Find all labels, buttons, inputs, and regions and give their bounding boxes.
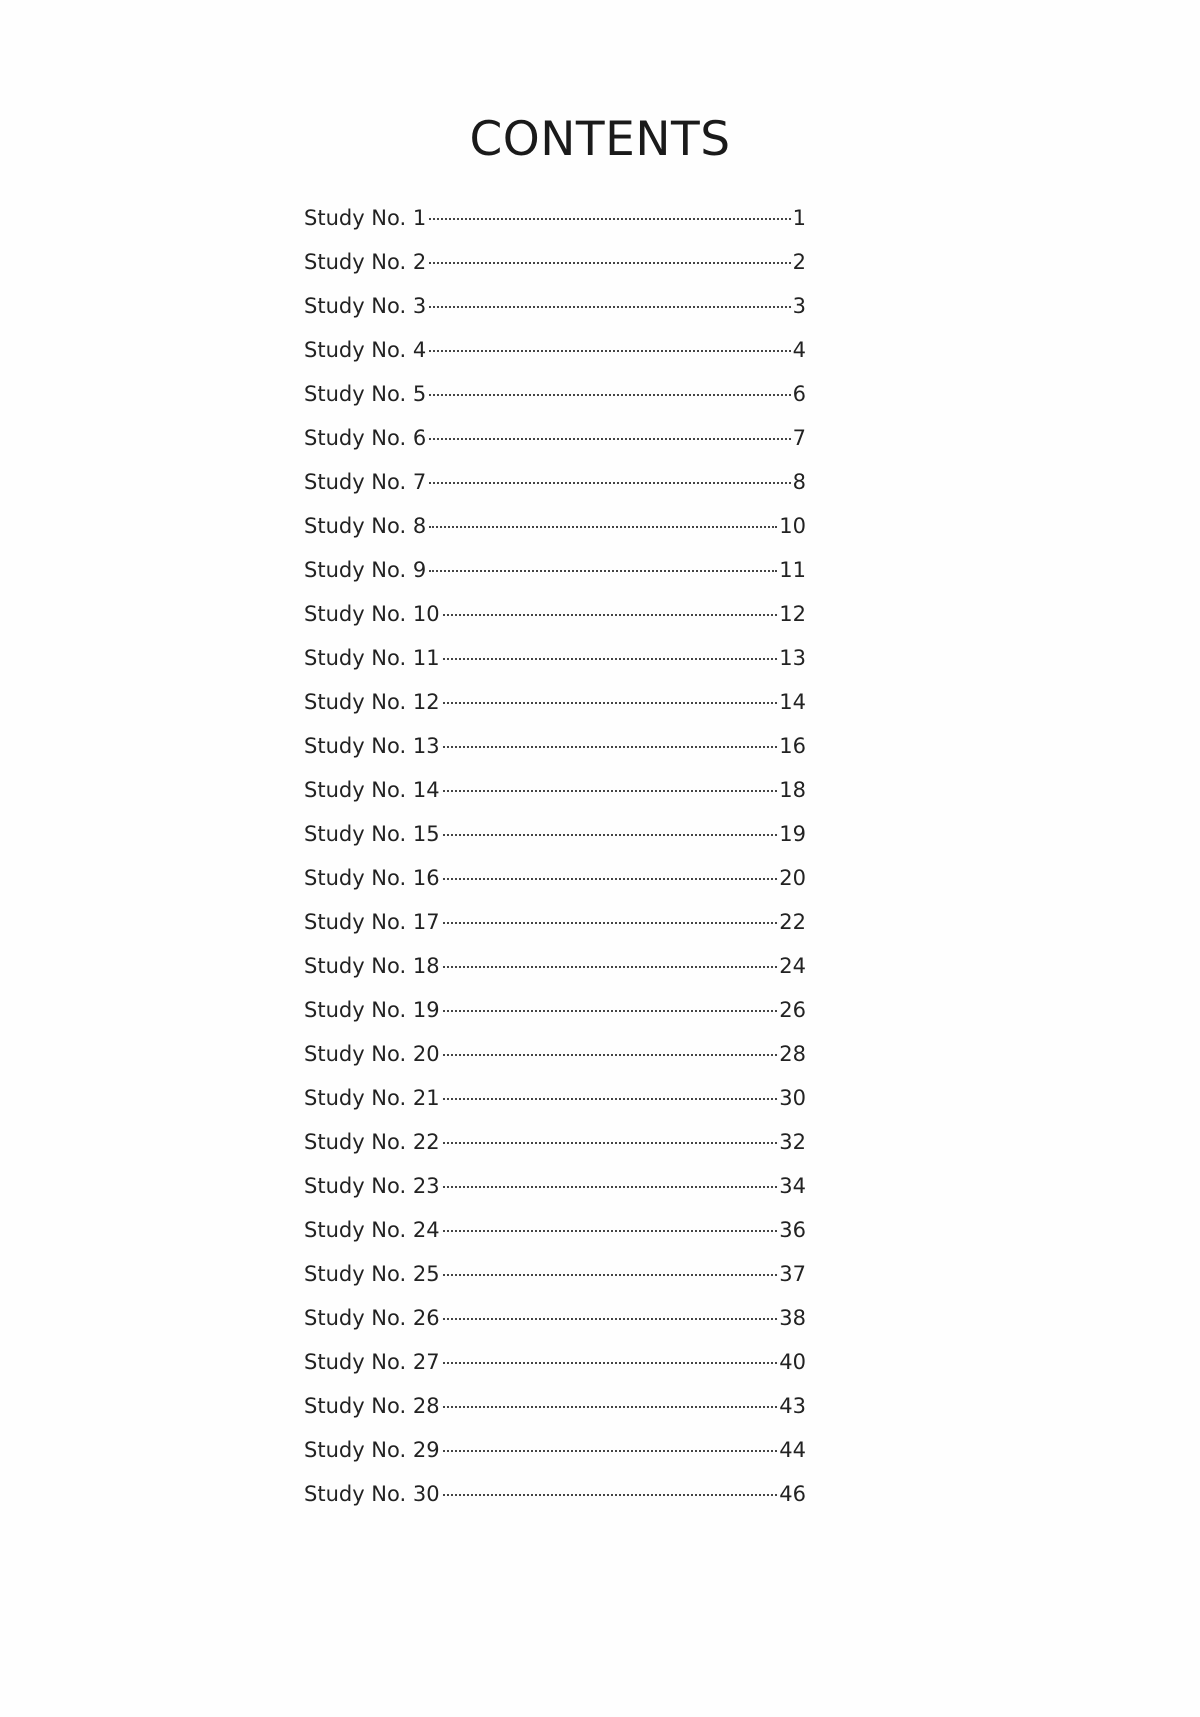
- page-title: CONTENTS: [469, 112, 731, 167]
- toc-entry-label: Study No. 10: [304, 602, 440, 626]
- toc-entry-page-number: 2: [792, 250, 806, 274]
- toc-entry-label: Study No. 20: [304, 1042, 440, 1066]
- toc-entry-label: Study No. 9: [304, 558, 427, 582]
- dot-leader: [443, 1010, 778, 1012]
- toc-entry-label: Study No. 25: [304, 1262, 440, 1286]
- toc-entry-label: Study No. 28: [304, 1394, 440, 1418]
- dot-leader: [443, 790, 778, 792]
- dot-leader: [443, 1494, 778, 1496]
- toc-entry: [304, 1472, 806, 1516]
- toc-entry: [304, 196, 806, 240]
- toc-entry-page-number: 10: [779, 514, 806, 538]
- toc-entry-label: Study No. 18: [304, 954, 440, 978]
- toc-entry-page-number: 4: [792, 338, 806, 362]
- toc-entry: [304, 680, 806, 724]
- toc-entry-label: Study No. 30: [304, 1482, 440, 1506]
- toc-entry-label: Study No. 15: [304, 822, 440, 846]
- toc-entry: [304, 1076, 806, 1120]
- toc-entry: [304, 416, 806, 460]
- toc-entry-page-number: 13: [779, 646, 806, 670]
- toc-entry: [304, 504, 806, 548]
- toc-entry-label: Study No. 22: [304, 1130, 440, 1154]
- toc-entry: [304, 724, 806, 768]
- toc-entry-page-number: 8: [792, 470, 806, 494]
- dot-leader: [429, 350, 790, 352]
- toc-entry-label: Study No. 23: [304, 1174, 440, 1198]
- toc-entry-page-number: 43: [779, 1394, 806, 1418]
- toc-entry: [304, 1032, 806, 1076]
- toc-entry-page-number: 11: [779, 558, 806, 582]
- toc-entry-label: Study No. 3: [304, 294, 427, 318]
- toc-entry-label: Study No. 26: [304, 1306, 440, 1330]
- toc-entry-page-number: 36: [779, 1218, 806, 1242]
- dot-leader: [443, 1450, 778, 1452]
- toc-entry: [304, 1384, 806, 1428]
- toc-entry-label: Study No. 14: [304, 778, 440, 802]
- table-of-contents: [304, 196, 806, 1516]
- toc-entry-label: Study No. 17: [304, 910, 440, 934]
- toc-entry-page-number: 32: [779, 1130, 806, 1154]
- toc-entry-label: Study No. 1: [304, 206, 427, 230]
- toc-entry-page-number: 40: [779, 1350, 806, 1374]
- dot-leader: [443, 1274, 778, 1276]
- toc-entry-page-number: 30: [779, 1086, 806, 1110]
- dot-leader: [443, 746, 778, 748]
- toc-entry: [304, 328, 806, 372]
- toc-entry: [304, 548, 806, 592]
- toc-entry-page-number: 22: [779, 910, 806, 934]
- toc-entry-page-number: 6: [792, 382, 806, 406]
- toc-entry: [304, 240, 806, 284]
- toc-entry-page-number: 18: [779, 778, 806, 802]
- toc-entry-page-number: 19: [779, 822, 806, 846]
- toc-entry: [304, 372, 806, 416]
- dot-leader: [429, 218, 790, 220]
- toc-entry-label: Study No. 12: [304, 690, 440, 714]
- dot-leader: [443, 834, 778, 836]
- dot-leader: [429, 570, 777, 572]
- dot-leader: [443, 966, 778, 968]
- toc-entry-label: Study No. 16: [304, 866, 440, 890]
- toc-entry-label: Study No. 7: [304, 470, 427, 494]
- dot-leader: [443, 1362, 778, 1364]
- dot-leader: [443, 702, 778, 704]
- toc-entry-label: Study No. 11: [304, 646, 440, 670]
- toc-entry-page-number: 46: [779, 1482, 806, 1506]
- toc-entry-label: Study No. 13: [304, 734, 440, 758]
- toc-entry-page-number: 37: [779, 1262, 806, 1286]
- toc-entry: [304, 1120, 806, 1164]
- toc-entry-page-number: 24: [779, 954, 806, 978]
- toc-entry: [304, 988, 806, 1032]
- dot-leader: [443, 1054, 778, 1056]
- toc-entry: [304, 1428, 806, 1472]
- dot-leader: [429, 394, 790, 396]
- toc-entry-label: Study No. 5: [304, 382, 427, 406]
- toc-entry-label: Study No. 4: [304, 338, 427, 362]
- dot-leader: [429, 306, 790, 308]
- toc-entry: [304, 460, 806, 504]
- toc-entry: [304, 856, 806, 900]
- toc-entry-page-number: 28: [779, 1042, 806, 1066]
- dot-leader: [429, 262, 790, 264]
- toc-entry: [304, 944, 806, 988]
- toc-entry: [304, 812, 806, 856]
- dot-leader: [443, 878, 778, 880]
- toc-entry-page-number: 14: [779, 690, 806, 714]
- toc-entry: [304, 1296, 806, 1340]
- toc-entry: [304, 636, 806, 680]
- dot-leader: [443, 614, 778, 616]
- dot-leader: [429, 526, 777, 528]
- toc-entry-page-number: 44: [779, 1438, 806, 1462]
- toc-entry-label: Study No. 6: [304, 426, 427, 450]
- toc-entry-label: Study No. 21: [304, 1086, 440, 1110]
- toc-entry-label: Study No. 24: [304, 1218, 440, 1242]
- toc-entry-page-number: 12: [779, 602, 806, 626]
- toc-entry: [304, 900, 806, 944]
- dot-leader: [443, 1142, 778, 1144]
- toc-entry: [304, 1164, 806, 1208]
- dot-leader: [443, 1230, 778, 1232]
- dot-leader: [429, 482, 790, 484]
- toc-entry-label: Study No. 27: [304, 1350, 440, 1374]
- dot-leader: [443, 658, 778, 660]
- toc-entry-page-number: 3: [792, 294, 806, 318]
- dot-leader: [443, 1098, 778, 1100]
- dot-leader: [443, 1186, 778, 1188]
- dot-leader: [443, 1406, 778, 1408]
- toc-entry: [304, 592, 806, 636]
- toc-entry: [304, 768, 806, 812]
- toc-entry-page-number: 26: [779, 998, 806, 1022]
- toc-entry-page-number: 1: [792, 206, 806, 230]
- toc-entry-label: Study No. 29: [304, 1438, 440, 1462]
- toc-entry-page-number: 7: [792, 426, 806, 450]
- toc-entry-label: Study No. 19: [304, 998, 440, 1022]
- toc-entry-page-number: 38: [779, 1306, 806, 1330]
- toc-entry: [304, 1340, 806, 1384]
- toc-entry-page-number: 34: [779, 1174, 806, 1198]
- toc-entry-label: Study No. 8: [304, 514, 427, 538]
- dot-leader: [429, 438, 790, 440]
- toc-entry: [304, 284, 806, 328]
- toc-entry: [304, 1252, 806, 1296]
- toc-entry-label: Study No. 2: [304, 250, 427, 274]
- toc-entry: [304, 1208, 806, 1252]
- dot-leader: [443, 1318, 778, 1320]
- dot-leader: [443, 922, 778, 924]
- toc-entry-page-number: 20: [779, 866, 806, 890]
- toc-entry-page-number: 16: [779, 734, 806, 758]
